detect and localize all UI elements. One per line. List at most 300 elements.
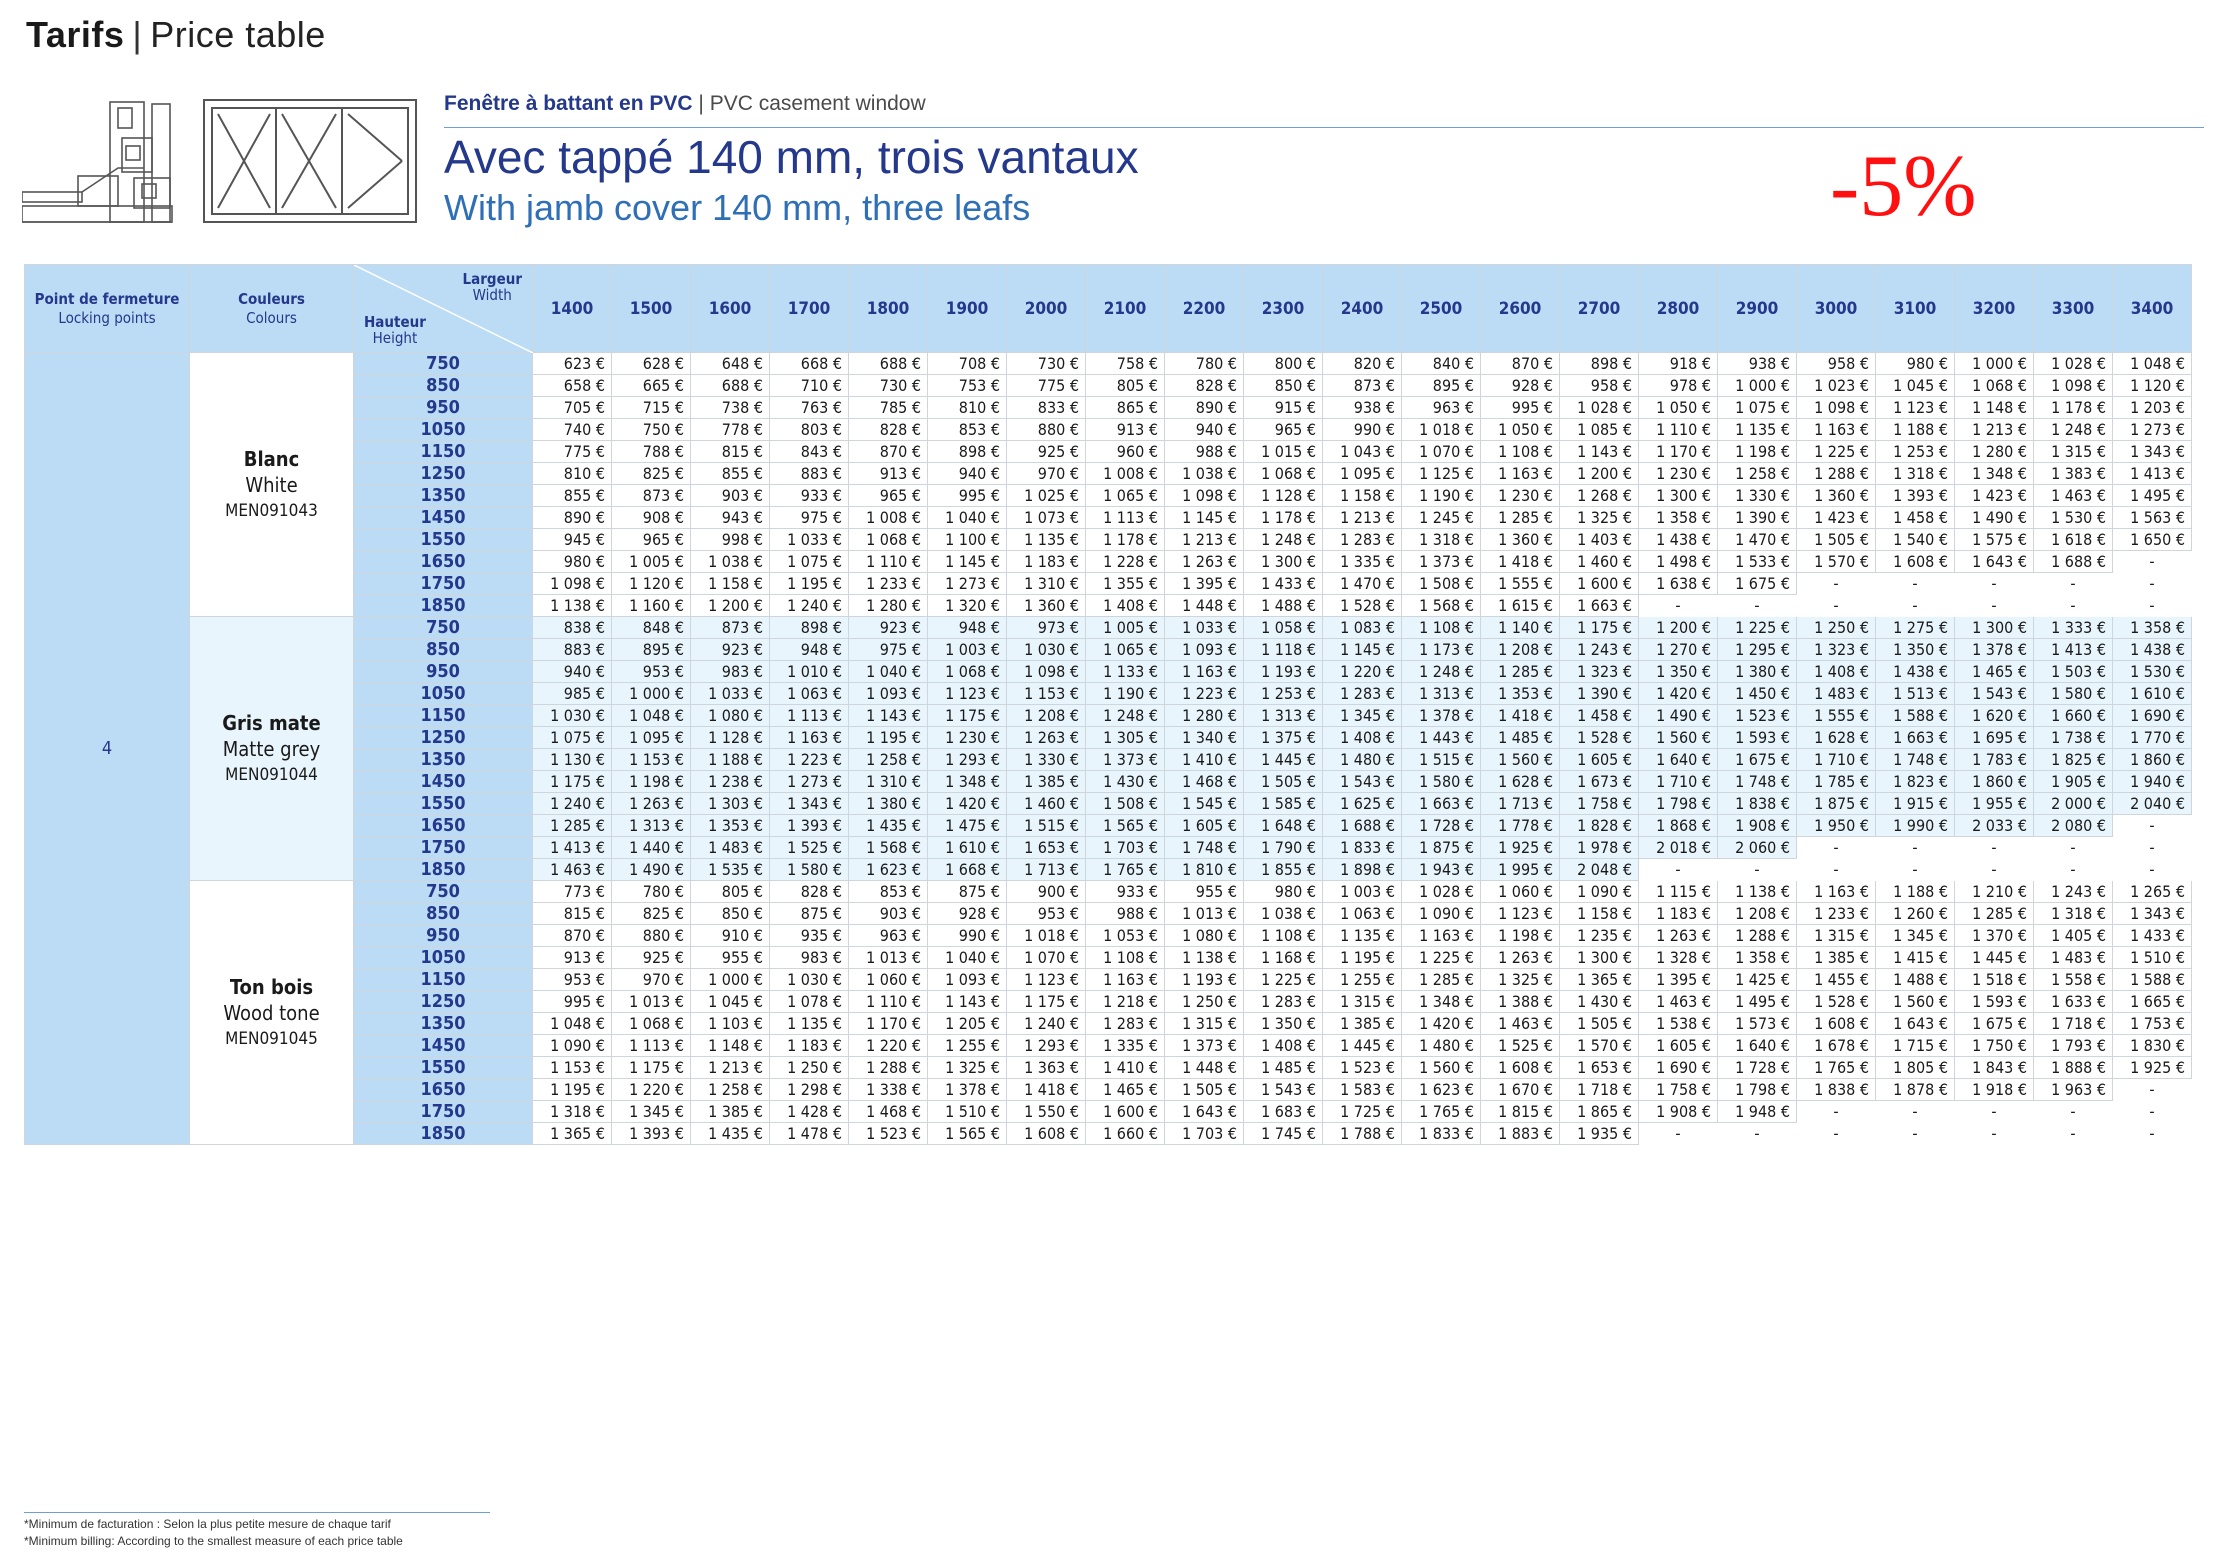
price-cell: 1 008 € (849, 507, 928, 529)
price-cell: 1 710 € (1639, 771, 1718, 793)
price-cell: 1 050 € (1481, 419, 1560, 441)
price-cell: 1 748 € (1876, 749, 1955, 771)
price-cell: 1 108 € (1244, 925, 1323, 947)
price-cell: 1 435 € (691, 1123, 770, 1145)
colour-reference: MEN091043 (225, 500, 318, 521)
price-cell: 1 135 € (1007, 529, 1086, 551)
price-cell: 1 588 € (1876, 705, 1955, 727)
price-cell: 1 540 € (1876, 529, 1955, 551)
price-cell: 933 € (770, 485, 849, 507)
price-cell: 1 258 € (1718, 463, 1797, 485)
price-cell: 1 918 € (1955, 1079, 2034, 1101)
price-cell: 1 788 € (1323, 1123, 1402, 1145)
price-cell: 1 113 € (770, 705, 849, 727)
price-cell: 1 193 € (1165, 969, 1244, 991)
price-table-body (25, 353, 2192, 1145)
price-cell: 1 408 € (1086, 595, 1165, 617)
price-cell: 1 678 € (1797, 1035, 1876, 1057)
profile-section-drawing (22, 102, 172, 222)
price-cell: 843 € (770, 441, 849, 463)
price-cell: 1 350 € (1876, 639, 1955, 661)
price-cell: 1 515 € (1402, 749, 1481, 771)
price-cell: 953 € (1007, 903, 1086, 925)
price-cell: 1 070 € (1007, 947, 1086, 969)
price-cell: 1 188 € (1876, 881, 1955, 903)
price-cell: 1 315 € (2034, 441, 2113, 463)
price-cell: 1 093 € (1165, 639, 1244, 661)
price-cell: 958 € (1797, 353, 1876, 375)
price-cell: 1 663 € (1876, 727, 1955, 749)
price-cell: 1 145 € (928, 551, 1007, 573)
price-cell: 1 475 € (928, 815, 1007, 837)
price-cell: 1 143 € (928, 991, 1007, 1013)
price-cell: 1 340 € (1165, 727, 1244, 749)
price-cell: 1 405 € (2034, 925, 2113, 947)
price-cell: 1 898 € (1323, 859, 1402, 881)
price-cell: 828 € (770, 881, 849, 903)
price-cell: 1 120 € (2113, 375, 2192, 397)
price-cell: 1 363 € (1007, 1057, 1086, 1079)
price-cell: 1 510 € (2113, 947, 2192, 969)
price-cell: 1 468 € (849, 1101, 928, 1123)
price-cell: 1 543 € (1244, 1079, 1323, 1101)
price-cell: 1 868 € (1639, 815, 1718, 837)
price-cell: 1 358 € (2113, 617, 2192, 639)
price-cell: 810 € (928, 397, 1007, 419)
price-cell: 1 153 € (533, 1057, 612, 1079)
price-cell: 953 € (533, 969, 612, 991)
price-cell: 730 € (849, 375, 928, 397)
price-cell: 815 € (691, 441, 770, 463)
width-col-header: 1700 (770, 265, 849, 353)
price-cell: 1 285 € (1481, 661, 1560, 683)
price-cell: 1 463 € (533, 859, 612, 881)
price-cell: 1 883 € (1481, 1123, 1560, 1145)
price-cell: 1 010 € (770, 661, 849, 683)
price-cell: 1 375 € (1244, 727, 1323, 749)
height-value: 1550 (354, 1057, 533, 1079)
price-cell: 1 465 € (1086, 1079, 1165, 1101)
price-cell: 1 113 € (1086, 507, 1165, 529)
price-cell: 1 293 € (928, 749, 1007, 771)
price-cell: 1 003 € (928, 639, 1007, 661)
price-cell: 1 325 € (1560, 507, 1639, 529)
price-cell: 1 325 € (928, 1057, 1007, 1079)
price-cell: 1 338 € (849, 1079, 928, 1101)
price-cell: 898 € (1560, 353, 1639, 375)
price-cell: 1 508 € (1402, 573, 1481, 595)
price-cell: 1 183 € (1639, 903, 1718, 925)
price-cell: 1 070 € (1402, 441, 1481, 463)
price-cell: 1 263 € (1639, 925, 1718, 947)
price-cell: 1 683 € (1244, 1101, 1323, 1123)
price-cell: 1 198 € (1481, 925, 1560, 947)
price-cell: 938 € (1323, 397, 1402, 419)
price-cell: 900 € (1007, 881, 1086, 903)
table-row (25, 353, 2192, 375)
price-cell: 1 103 € (691, 1013, 770, 1035)
price-cell: 1 038 € (1244, 903, 1323, 925)
price-cell: 1 033 € (691, 683, 770, 705)
price-cell: 1 568 € (849, 837, 928, 859)
price-cell: 1 158 € (1560, 903, 1639, 925)
price-cell: 668 € (770, 353, 849, 375)
price-cell: 913 € (849, 463, 928, 485)
price-cell: - (2113, 815, 2192, 837)
price-cell: 1 605 € (1165, 815, 1244, 837)
price-cell: 1 765 € (1402, 1101, 1481, 1123)
price-cell: 1 118 € (1244, 639, 1323, 661)
price-cell: 1 530 € (2113, 661, 2192, 683)
price-cell: 1 423 € (1797, 507, 1876, 529)
price-cell: 710 € (770, 375, 849, 397)
price-cell: 955 € (691, 947, 770, 969)
price-cell: 1 253 € (1876, 441, 1955, 463)
width-col-header: 2400 (1323, 265, 1402, 353)
price-cell: 1 420 € (1402, 1013, 1481, 1035)
price-cell: 1 323 € (1797, 639, 1876, 661)
price-cell: 628 € (612, 353, 691, 375)
price-cell: 2 080 € (2034, 815, 2113, 837)
price-cell: 1 710 € (1797, 749, 1876, 771)
price-cell: 1 360 € (1797, 485, 1876, 507)
price-cell: 1 258 € (691, 1079, 770, 1101)
price-cell: 1 300 € (1639, 485, 1718, 507)
price-cell: 1 298 € (770, 1079, 849, 1101)
price-cell: 1 438 € (1876, 661, 1955, 683)
price-cell: 1 373 € (1165, 1035, 1244, 1057)
price-cell: 945 € (533, 529, 612, 551)
price-cell: 1 178 € (1086, 529, 1165, 551)
price-cell: 1 135 € (1323, 925, 1402, 947)
price-cell: 1 003 € (1323, 881, 1402, 903)
price-cell: 1 925 € (1481, 837, 1560, 859)
price-cell: 1 660 € (1086, 1123, 1165, 1145)
price-cell: 1 158 € (1323, 485, 1402, 507)
price-cell: 1 490 € (612, 859, 691, 881)
price-cell: 928 € (928, 903, 1007, 925)
price-cell: 1 355 € (1086, 573, 1165, 595)
price-cell: 1 188 € (691, 749, 770, 771)
price-cell: 1 200 € (1560, 463, 1639, 485)
price-cell: 1 348 € (1402, 991, 1481, 1013)
price-cell: 983 € (770, 947, 849, 969)
price-cell: 1 990 € (1876, 815, 1955, 837)
price-cell: 648 € (691, 353, 770, 375)
price-cell: 1 175 € (612, 1057, 691, 1079)
price-cell: 1 345 € (612, 1101, 691, 1123)
price-cell: 738 € (691, 397, 770, 419)
price-cell: 1 505 € (1244, 771, 1323, 793)
price-cell: 1 610 € (928, 837, 1007, 859)
price-cell: 948 € (928, 617, 1007, 639)
price-cell: 1 148 € (1955, 397, 2034, 419)
price-cell: 973 € (1007, 617, 1086, 639)
price-cell: 1 533 € (1718, 551, 1797, 573)
price-cell: 1 315 € (1323, 991, 1402, 1013)
height-value: 1250 (354, 727, 533, 749)
price-cell: 1 833 € (1402, 1123, 1481, 1145)
price-cell: 1 240 € (533, 793, 612, 815)
price-cell: 1 663 € (1560, 595, 1639, 617)
price-cell: 923 € (849, 617, 928, 639)
height-value: 1450 (354, 507, 533, 529)
price-cell: 1 005 € (1086, 617, 1165, 639)
price-cell: 1 353 € (1481, 683, 1560, 705)
price-cell: 1 235 € (1560, 925, 1639, 947)
price-cell: 1 450 € (1718, 683, 1797, 705)
price-cell: 1 175 € (1007, 991, 1086, 1013)
colour-group-label (190, 881, 354, 1145)
price-cell: - (2113, 1079, 2192, 1101)
price-cell: 958 € (1560, 375, 1639, 397)
price-cell: 1 153 € (612, 749, 691, 771)
price-cell: 1 653 € (1007, 837, 1086, 859)
price-cell: 890 € (533, 507, 612, 529)
price-cell: 1 075 € (770, 551, 849, 573)
price-cell: 688 € (849, 353, 928, 375)
price-cell: 1 273 € (770, 771, 849, 793)
price-cell: - (1955, 837, 2034, 859)
price-cell: 1 373 € (1086, 749, 1165, 771)
price-cell: 805 € (1086, 375, 1165, 397)
price-cell: 1 618 € (2034, 529, 2113, 551)
colour-group-label (190, 617, 354, 881)
price-cell: - (1718, 595, 1797, 617)
price-cell: 1 600 € (1560, 573, 1639, 595)
price-cell: 1 615 € (1481, 595, 1560, 617)
price-cell: 1 445 € (1323, 1035, 1402, 1057)
price-cell: 1 508 € (1086, 793, 1165, 815)
price-cell: 2 048 € (1560, 859, 1639, 881)
price-cell: 850 € (691, 903, 770, 925)
price-cell: 1 093 € (928, 969, 1007, 991)
price-cell: 1 463 € (1481, 1013, 1560, 1035)
price-cell: 2 033 € (1955, 815, 2034, 837)
price-cell: 1 220 € (849, 1035, 928, 1057)
price-cell: 1 690 € (2113, 705, 2192, 727)
price-cell: 1 080 € (691, 705, 770, 727)
price-cell: - (2113, 573, 2192, 595)
price-cell: 1 223 € (1165, 683, 1244, 705)
price-cell: 1 158 € (691, 573, 770, 595)
price-cell: 1 258 € (849, 749, 928, 771)
price-cell: 1 300 € (1955, 617, 2034, 639)
colour-name-en: White (245, 472, 298, 497)
price-cell: 1 610 € (2113, 683, 2192, 705)
price-cell: 1 560 € (1876, 991, 1955, 1013)
footnote-divider (24, 1512, 490, 1513)
price-cell: 1 068 € (612, 1013, 691, 1035)
price-cell: 1 623 € (849, 859, 928, 881)
price-cell: 708 € (928, 353, 1007, 375)
price-cell: 1 153 € (1007, 683, 1086, 705)
price-cell: 865 € (1086, 397, 1165, 419)
price-cell: 1 483 € (2034, 947, 2113, 969)
price-cell: 1 125 € (1402, 463, 1481, 485)
price-cell: 1 223 € (770, 749, 849, 771)
price-cell: 1 350 € (1244, 1013, 1323, 1035)
price-cell: 898 € (770, 617, 849, 639)
price-cell: 1 408 € (1323, 727, 1402, 749)
price-cell: 1 738 € (2034, 727, 2113, 749)
price-cell: 1 090 € (1560, 881, 1639, 903)
height-value: 750 (354, 353, 533, 375)
price-cell: 1 028 € (1560, 397, 1639, 419)
price-cell: 960 € (1086, 441, 1165, 463)
price-cell: 1 908 € (1718, 815, 1797, 837)
price-cell: 1 218 € (1086, 991, 1165, 1013)
price-cell: 1 425 € (1718, 969, 1797, 991)
price-cell: 1 433 € (2113, 925, 2192, 947)
price-cell: 1 390 € (1560, 683, 1639, 705)
price-cell: 1 393 € (1876, 485, 1955, 507)
price-cell: 1 138 € (1165, 947, 1244, 969)
price-cell: 1 365 € (533, 1123, 612, 1145)
price-cell: 1 018 € (1007, 925, 1086, 947)
price-cell: 1 385 € (1007, 771, 1086, 793)
price-cell: 1 193 € (1244, 661, 1323, 683)
price-cell: 1 490 € (1955, 507, 2034, 529)
price-cell: 1 648 € (1244, 815, 1323, 837)
price-cell: 1 395 € (1165, 573, 1244, 595)
price-cell: 1 828 € (1560, 815, 1639, 837)
price-cell: 1 573 € (1718, 1013, 1797, 1035)
price-cell: 1 025 € (1007, 485, 1086, 507)
price-cell: 953 € (612, 661, 691, 683)
height-value: 1350 (354, 749, 533, 771)
price-cell: 1 245 € (1402, 507, 1481, 529)
height-value: 1150 (354, 705, 533, 727)
width-col-header: 2100 (1086, 265, 1165, 353)
price-cell: 1 250 € (1165, 991, 1244, 1013)
price-cell: 1 565 € (928, 1123, 1007, 1145)
width-col-header: 1800 (849, 265, 928, 353)
price-cell: 1 943 € (1402, 859, 1481, 881)
price-cell: 1 283 € (1086, 1013, 1165, 1035)
price-cell: 758 € (1086, 353, 1165, 375)
width-col-header: 2300 (1244, 265, 1323, 353)
price-cell: 1 098 € (2034, 375, 2113, 397)
price-cell: 955 € (1165, 881, 1244, 903)
price-cell: 1 428 € (770, 1101, 849, 1123)
price-cell: 1 163 € (770, 727, 849, 749)
price-cell: 800 € (1244, 353, 1323, 375)
price-cell: 1 750 € (1955, 1035, 2034, 1057)
price-cell: 1 625 € (1323, 793, 1402, 815)
price-cell: 1 523 € (1323, 1057, 1402, 1079)
price-cell: 1 838 € (1718, 793, 1797, 815)
price-cell: 1 875 € (1797, 793, 1876, 815)
price-cell: 1 095 € (1323, 463, 1402, 485)
price-cell: 1 098 € (1007, 661, 1086, 683)
price-cell: 1 263 € (1481, 947, 1560, 969)
price-cell: 1 095 € (612, 727, 691, 749)
price-cell: 1 313 € (1402, 683, 1481, 705)
price-cell: 1 383 € (2034, 463, 2113, 485)
price-cell: 1 240 € (770, 595, 849, 617)
price-cell: 1 653 € (1560, 1057, 1639, 1079)
price-cell: 1 335 € (1086, 1035, 1165, 1057)
price-cell: 1 000 € (1718, 375, 1797, 397)
price-cell: 1 855 € (1244, 859, 1323, 881)
price-cell: 1 018 € (1402, 419, 1481, 441)
price-cell: 2 060 € (1718, 837, 1797, 859)
price-cell: 1 568 € (1402, 595, 1481, 617)
price-cell: 1 108 € (1481, 441, 1560, 463)
price-cell: 1 233 € (1797, 903, 1876, 925)
price-cell: 623 € (533, 353, 612, 375)
price-cell: 1 378 € (928, 1079, 1007, 1101)
price-cell: 1 825 € (2034, 749, 2113, 771)
height-value: 1550 (354, 529, 533, 551)
price-cell: 1 033 € (770, 529, 849, 551)
price-cell: 1 758 € (1639, 1079, 1718, 1101)
price-cell: 1 563 € (2113, 507, 2192, 529)
price-cell: 1 348 € (928, 771, 1007, 793)
price-cell: 1 518 € (1955, 969, 2034, 991)
price-cell: - (2034, 837, 2113, 859)
price-cell: 1 068 € (849, 529, 928, 551)
price-cell: 1 145 € (1165, 507, 1244, 529)
price-cell: 1 370 € (1955, 925, 2034, 947)
price-cell: - (2034, 1101, 2113, 1123)
price-cell: - (2113, 1101, 2192, 1123)
price-cell: 1 030 € (533, 705, 612, 727)
height-value: 1750 (354, 837, 533, 859)
price-cell: 1 195 € (849, 727, 928, 749)
price-cell: 883 € (770, 463, 849, 485)
price-cell: 1 110 € (849, 991, 928, 1013)
price-cell: 925 € (612, 947, 691, 969)
price-cell: - (1955, 1123, 2034, 1145)
price-cell: 1 343 € (2113, 441, 2192, 463)
price-cell: 1 378 € (1402, 705, 1481, 727)
price-cell: 1 318 € (2034, 903, 2113, 925)
height-value: 1450 (354, 1035, 533, 1057)
price-cell: 815 € (533, 903, 612, 925)
height-value: 1550 (354, 793, 533, 815)
price-cell: 1 915 € (1876, 793, 1955, 815)
price-cell: 1 488 € (1244, 595, 1323, 617)
price-cell: 1 748 € (1165, 837, 1244, 859)
colour-name-fr: Blanc (243, 446, 300, 471)
price-cell: 1 785 € (1797, 771, 1876, 793)
price-cell: 1 483 € (691, 837, 770, 859)
price-cell: 1 200 € (1639, 617, 1718, 639)
price-cell: - (2034, 595, 2113, 617)
price-cell: 1 033 € (1165, 617, 1244, 639)
price-cell: 935 € (770, 925, 849, 947)
price-cell: 1 570 € (1797, 551, 1876, 573)
price-cell: - (1797, 859, 1876, 881)
price-cell: - (2034, 573, 2113, 595)
price-cell: 1 255 € (1323, 969, 1402, 991)
price-cell: 1 510 € (928, 1101, 1007, 1123)
price-cell: 990 € (928, 925, 1007, 947)
price-cell: 1 068 € (928, 661, 1007, 683)
price-cell: 1 310 € (849, 771, 928, 793)
price-cell: 1 000 € (612, 683, 691, 705)
price-cell: 1 285 € (1402, 969, 1481, 991)
price-cell: 870 € (533, 925, 612, 947)
price-cell: 1 805 € (1876, 1057, 1955, 1079)
price-cell: 1 173 € (1402, 639, 1481, 661)
footnote-en: *Minimum billing: According to the smallest measure of each price table (24, 1534, 403, 1548)
price-cell: 1 248 € (2034, 419, 2113, 441)
price-cell: 1 038 € (1165, 463, 1244, 485)
width-col-header: 2000 (1007, 265, 1086, 353)
